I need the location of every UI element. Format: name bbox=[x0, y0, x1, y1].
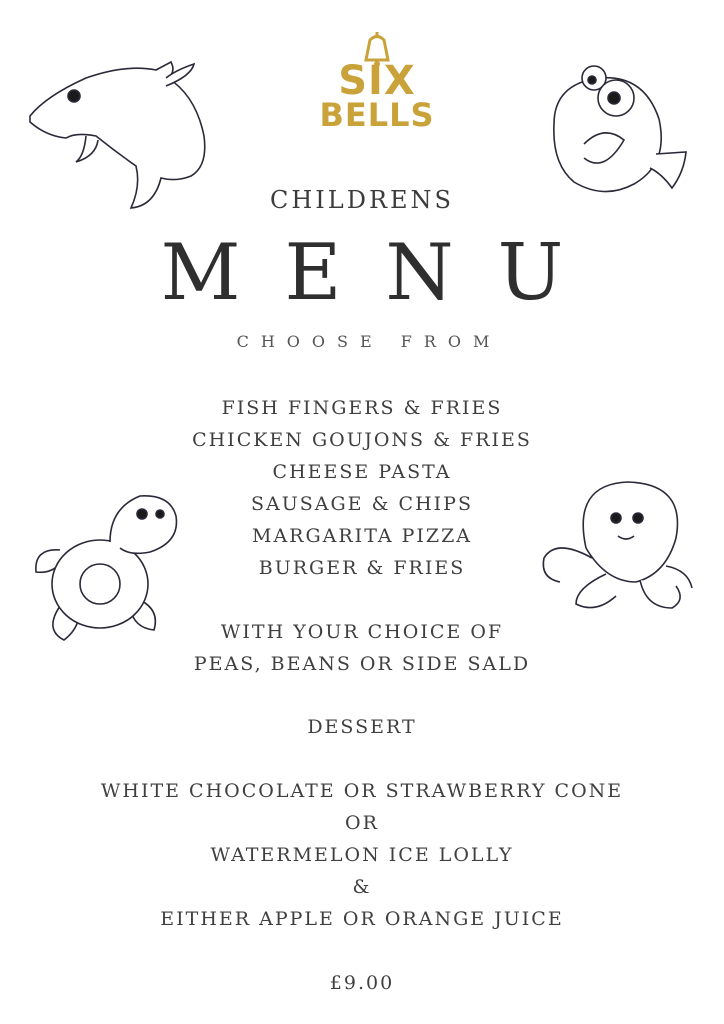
mains-list bbox=[0, 392, 724, 584]
menu-heading-big: MENU bbox=[160, 228, 608, 318]
dessert-list bbox=[0, 775, 724, 935]
main-item: FISH FINGERS & FRIES bbox=[221, 397, 503, 419]
main-item: BURGER & FRIES bbox=[258, 557, 466, 579]
dessert-line: EITHER APPLE OR ORANGE JUICE bbox=[160, 908, 564, 930]
logo-line-1: SIX bbox=[338, 58, 416, 104]
price: £9.00 bbox=[329, 972, 395, 994]
main-item: CHICKEN GOUJONS & FRIES bbox=[192, 429, 532, 451]
main-item: CHEESE PASTA bbox=[272, 461, 452, 483]
pufferfish-icon bbox=[544, 64, 694, 204]
menu-subtitle: CHOOSE FROM bbox=[236, 332, 502, 351]
main-item: SAUSAGE & CHIPS bbox=[251, 493, 473, 515]
menu-heading-small: CHILDRENS bbox=[270, 186, 454, 214]
sides-line: PEAS, BEANS OR SIDE SALD bbox=[193, 653, 531, 675]
dessert-line: WATERMELON ICE LOLLY bbox=[210, 844, 514, 866]
dessert-line: WHITE CHOCOLATE OR STRAWBERRY CONE bbox=[100, 780, 624, 802]
dessert-line: OR bbox=[345, 812, 379, 834]
logo-line-2: BELLS bbox=[319, 96, 435, 134]
sides-text bbox=[0, 616, 724, 680]
main-item: MARGARITA PIZZA bbox=[252, 525, 472, 547]
six-bells-logo bbox=[312, 28, 442, 138]
sides-line: WITH YOUR CHOICE OF bbox=[220, 621, 504, 643]
dessert-heading: DESSERT bbox=[307, 716, 417, 738]
dessert-line: & bbox=[352, 876, 372, 898]
